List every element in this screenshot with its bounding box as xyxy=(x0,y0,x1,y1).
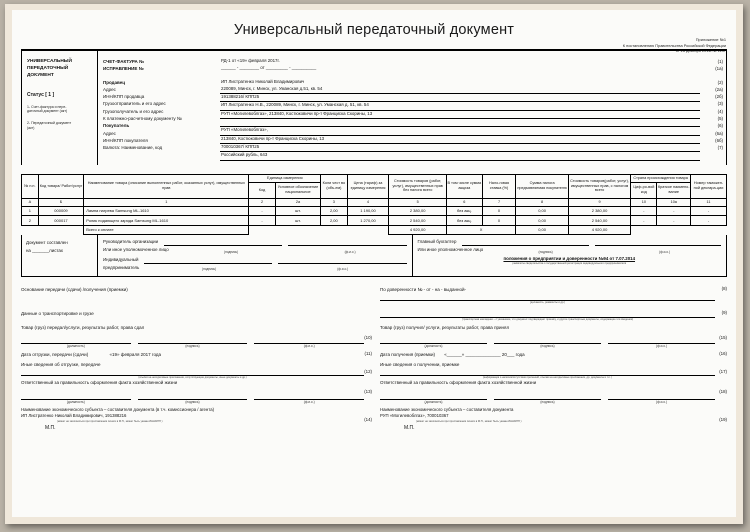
entity-left-label: Наименование экономического субъекта – составителя документа (в т.ч. комиссионера / агента) xyxy=(21,406,215,412)
resp-right-sign-caption: (подпись) xyxy=(540,399,555,404)
received-post-caption: (должность) xyxy=(424,343,443,348)
received-sign-caption: (подпись) xyxy=(540,343,555,348)
row-other-info xyxy=(21,361,727,379)
ref-consignee: (4) xyxy=(717,108,723,114)
accountant-signature-cell xyxy=(413,235,727,276)
label-payment-doc: К платежно-расчетному документу № xyxy=(103,115,182,121)
ref-address: (2а) xyxy=(715,86,723,92)
idx-1: Б xyxy=(38,198,83,206)
cell-tax-rate: 0 xyxy=(482,206,516,216)
handed-fio-caption: (ф.и.о.) xyxy=(303,343,315,348)
other-info-right-label: Иные сведения о получении, приемке xyxy=(380,362,460,368)
ref-18: (18) xyxy=(719,389,727,395)
total-cost-no-tax: 4 920,00 xyxy=(389,225,446,235)
value-buyer[interactable]: РУП «Могилевоблгаз», xyxy=(221,127,268,133)
caption-fio-1: (ф.и.о.) xyxy=(344,249,356,254)
individual-label-1: Индивидуальный xyxy=(103,257,139,263)
proxy-block xyxy=(374,286,727,304)
handed-sign-caption: (подпись) xyxy=(185,343,200,348)
idx-13: 10а xyxy=(657,198,691,206)
cell-tax-sum: 0,00 xyxy=(516,216,569,226)
caption-sign-2: (подпись) xyxy=(202,267,217,272)
label-currency: Валюта: Наименование, код xyxy=(103,145,163,151)
caption-fio-3: (ф.и.о.) xyxy=(659,249,671,254)
ref-inn-buyer: (6б) xyxy=(715,137,723,143)
value-buyer-address[interactable]: 213840, Костюковичи пр-т Франциска Скорины, 13 xyxy=(221,135,325,141)
total-label: Всего к оплате xyxy=(84,225,249,235)
document-frame xyxy=(5,4,743,524)
resp-left-post-line[interactable] xyxy=(21,393,131,400)
cell-qty: 2,00 xyxy=(321,206,347,216)
ref-8: (8) xyxy=(721,286,727,292)
cell-customs: - xyxy=(691,216,727,226)
ref-16: (16) xyxy=(719,350,727,356)
cell-cost-no-tax: 2 540,00 xyxy=(389,216,446,226)
value-consignor[interactable]: ИП Листратенко Н.В., 220089, Минск, г. Минск, ул. Уманская д. 51, кв. 54 xyxy=(221,102,369,108)
idx-6: 4 xyxy=(347,198,389,206)
row-dates xyxy=(21,351,727,358)
cell-excise: без акц. xyxy=(446,206,482,216)
other-info-right-block xyxy=(374,361,727,379)
label-address: Адрес xyxy=(103,86,116,92)
entity-left-caption: (может не заполняться при проставлении печати в М.П., может быть указан ИНН/КПП ) xyxy=(57,420,163,424)
idx-7: 5 xyxy=(389,198,446,206)
cell-code: 000009 xyxy=(38,206,83,216)
received-fio-caption: (ф.и.о.) xyxy=(656,343,667,348)
ref-buyer: (6) xyxy=(717,123,723,129)
goods-handed-label: Товар (груз) передал/услуги, результаты работ, права сдал xyxy=(21,324,145,330)
lower-sections xyxy=(21,286,727,431)
idx-0: А xyxy=(22,198,39,206)
cell-code: 000017 xyxy=(38,216,83,226)
compiled-line-2: на _______листах xyxy=(26,247,63,253)
th-excise: В том числе сумма акциза xyxy=(446,174,482,198)
page-title: Универсальный передаточный документ xyxy=(233,22,515,38)
resp-right-post-line[interactable] xyxy=(380,393,487,400)
ref-correction: (1а) xyxy=(715,66,723,72)
status-column xyxy=(22,51,98,165)
annex-line-1: Приложение №1 xyxy=(695,37,726,42)
other-info-right-caption: (информация о наличии/отсутствии претензий, ссылки на неотделимые приложения, др. документы и т.п. ) xyxy=(482,376,613,380)
cell-origin-code: - xyxy=(631,216,657,226)
th-tax-rate: Нало-говая ставка (%) xyxy=(482,174,516,198)
th-customs: Номер таможен-ной деклара-ции xyxy=(691,174,727,198)
idx-2: 1 xyxy=(84,198,249,206)
head-org-fio-line[interactable] xyxy=(288,239,406,246)
label-buyer-address: Адрес xyxy=(103,130,116,136)
th-origin-name: Краткое наимено-вание xyxy=(657,182,691,198)
caption-sign-3: (подпись) xyxy=(538,249,553,254)
th-code: Код товара/ Работ/услуг xyxy=(38,174,83,198)
ref-currency: (7) xyxy=(717,145,723,151)
transport-line[interactable] xyxy=(380,310,715,318)
transport-caption: (транспортная накладная – с указанием, что документ подтверждает приемку, и другие транспортные документы, содержащие эти сведения) xyxy=(461,317,634,321)
ref-inn-seller: (2б) xyxy=(715,94,723,100)
th-unit-group: Единица измерения xyxy=(249,174,321,182)
resp-right-post-caption: (должность) xyxy=(424,399,443,404)
ref-11: (11) xyxy=(364,350,372,356)
label-invoice: СЧЕТ-ФАКТУРА № xyxy=(103,59,145,64)
responsible-left-block xyxy=(21,379,374,403)
received-fio-line[interactable] xyxy=(608,337,715,344)
th-tax-sum: Сумма налога предъявляемая покупателю xyxy=(516,174,569,198)
status-note-2a: 2- Передаточный документ xyxy=(27,121,72,126)
resp-right-fio-caption: (ф.и.о.) xyxy=(656,399,667,404)
table-index-row xyxy=(22,198,727,206)
value-seller[interactable]: ИП Листратенко Николай Владимирович xyxy=(221,78,305,84)
ref-buyer-address: (6а) xyxy=(715,130,723,136)
cell-excise: без акц. xyxy=(446,216,482,226)
other-info-left-block xyxy=(21,361,374,379)
label-consignor: Грузоотправитель и его адрес xyxy=(103,101,166,107)
handed-post-caption: (должность) xyxy=(66,343,85,348)
label-inn-buyer: ИНН/КПП покупателя xyxy=(103,137,148,143)
idx-14: 11 xyxy=(691,198,727,206)
label-seller: Продавец xyxy=(103,79,126,85)
receive-date-label: Дата получения (приемки) xyxy=(380,351,435,357)
status-note-2 xyxy=(27,121,93,131)
th-qty: Коли чест во (объ-ем) xyxy=(321,174,347,198)
table-row[interactable] xyxy=(22,216,727,226)
th-unit-symbol: Условное обозначение национальное xyxy=(275,182,321,198)
transport-data-label: Данные о транспортировке и грузе xyxy=(21,310,94,316)
resp-right-sign-line[interactable] xyxy=(494,393,601,400)
th-origin-code: Циф-ро-вой код xyxy=(631,182,657,198)
status-note-2b: (акт) xyxy=(27,126,35,131)
handed-fio-line[interactable] xyxy=(254,337,364,344)
goods-handed-block xyxy=(21,324,374,348)
responsible-right-block xyxy=(374,379,727,403)
idx-12: 10 xyxy=(631,198,657,206)
ship-date-label: Дата отгрузки, передачи (сдачи) xyxy=(21,351,89,357)
head-org-sign-line[interactable] xyxy=(164,239,282,246)
cell-tax-rate: 0 xyxy=(482,216,516,226)
ref-14: (14) xyxy=(364,416,372,422)
total-excise: X xyxy=(446,225,515,235)
cell-unit-symbol: шт. xyxy=(275,206,321,216)
transport-data-block xyxy=(21,310,374,321)
idx-3: 2 xyxy=(249,198,275,206)
th-cost-no-tax: Стоимость товаров (работ, услуг), имущественных прав без налога всего xyxy=(389,174,446,198)
head-org-label-2: Или иное уполномоченное лицо xyxy=(103,247,169,253)
cell-no: 1 xyxy=(22,206,39,216)
compiled-line-1: Документ составлен xyxy=(26,240,68,246)
basis-transfer-block xyxy=(21,286,374,304)
goods-received-label: Товар (груз) получил/ услуги, результаты работ, права принял xyxy=(380,324,510,330)
responsible-left-label: Ответственный за правильность оформления факта хозяйственной жизни xyxy=(21,380,178,386)
th-no: № п.п. xyxy=(22,174,39,198)
status-note-1a: 1- Счет-фактура и пере- xyxy=(27,104,67,109)
ref-10: (10) xyxy=(364,334,372,340)
entity-right-value[interactable]: РУП «Могилевоблгаз», 700010367 xyxy=(380,413,449,419)
header-refs-column xyxy=(700,51,726,165)
status-note-1b: даточный документ (акт) xyxy=(27,109,68,114)
cell-cost-with-tax: 2 380,00 xyxy=(568,206,630,216)
ref-17: (17) xyxy=(719,369,727,375)
idx-4: 2а xyxy=(275,198,321,206)
status-note-1 xyxy=(27,105,93,115)
idx-10: 8 xyxy=(516,198,569,206)
row-entity xyxy=(21,407,727,432)
row-transport xyxy=(21,310,727,321)
transport-line-block xyxy=(374,310,727,321)
total-cost-with-tax: 4 920,00 xyxy=(568,225,630,235)
basis-of-authority: положения о предприятии и доверенности №94 от 7.07.2014 xyxy=(503,255,636,261)
ref-12: (12) xyxy=(364,369,372,375)
cell-unit-code: - xyxy=(249,206,275,216)
label-inn-seller: ИНН/КПП продавца xyxy=(103,94,145,100)
handed-post-line[interactable] xyxy=(21,337,131,344)
proxy-caption: (должность, реквизиты и др.) xyxy=(529,301,566,305)
document-page xyxy=(12,10,736,517)
value-address[interactable]: 220089, Минск, г. Минск, ул. Уманская д.51, кв. 54 xyxy=(221,85,323,91)
cell-origin-name: - xyxy=(657,216,691,226)
caption-fio-2: (ф.и.о.) xyxy=(337,267,349,272)
ref-13: (13) xyxy=(364,389,372,395)
row-responsible xyxy=(21,379,727,403)
head-org-label: Руководитель организации xyxy=(103,239,159,245)
cell-qty: 2,00 xyxy=(321,216,347,226)
cell-cost-no-tax: 2 380,00 xyxy=(389,206,446,216)
table-total-row xyxy=(22,225,727,235)
cell-tax-sum: 0,00 xyxy=(516,206,569,216)
handed-sign-line[interactable] xyxy=(138,337,248,344)
individual-sign-line[interactable] xyxy=(144,257,272,264)
cell-origin-name: - xyxy=(657,206,691,216)
cell-price: 1 270,00 xyxy=(347,216,389,226)
resp-left-sign-caption: (подпись) xyxy=(185,399,200,404)
table-row[interactable] xyxy=(22,206,727,216)
ref-invoice: (1) xyxy=(717,59,723,64)
ship-date-value[interactable]: «19» февраля 2017 года xyxy=(109,351,161,357)
cell-price: 1 190,00 xyxy=(347,206,389,216)
entity-right-block xyxy=(374,407,727,432)
ref-19: (19) xyxy=(719,416,727,422)
resp-left-sign-line[interactable] xyxy=(138,393,248,400)
other-info-left-caption: (ссылки на неотделимые приложения, сопутствующие документы, иные документы и др.) xyxy=(138,376,247,380)
status-badge: Статус [ 1 ] xyxy=(27,91,55,98)
accountant-fio-line[interactable] xyxy=(595,239,721,246)
proxy-value[interactable]: По доверенности № - от - на - выданной- xyxy=(380,287,467,293)
table-header-row-1 xyxy=(22,174,727,182)
ref-9: (9) xyxy=(721,309,727,315)
value-currency[interactable]: Российский рубль, 643 xyxy=(221,152,268,158)
goods-table xyxy=(21,174,727,236)
goods-received-block xyxy=(374,324,727,348)
th-unit-code: Код xyxy=(249,182,275,198)
idx-5: 3 xyxy=(321,198,347,206)
header-section xyxy=(21,49,727,165)
cell-cost-with-tax: 2 540,00 xyxy=(568,216,630,226)
receive-date-value[interactable]: «______» ______________ 20___ года xyxy=(444,351,525,357)
total-tax-sum: 0,00 xyxy=(516,225,569,235)
cell-origin-code: - xyxy=(631,206,657,216)
label-correction: ИСПРАВЛЕНИЕ № xyxy=(103,66,144,72)
label-consignee: Грузополучатель и его адрес xyxy=(103,108,164,114)
idx-8: 6 xyxy=(446,198,482,206)
responsible-right-label: Ответственный за правильность оформления факта хозяйственной жизни xyxy=(380,380,537,386)
basis-transfer-label: Основание передачи (сдачи) /получения (приемки) xyxy=(21,287,128,293)
idx-11: 9 xyxy=(568,198,630,206)
ref-payment-doc: (5) xyxy=(717,116,723,122)
idx-9: 7 xyxy=(482,198,516,206)
value-inn-buyer[interactable]: 700010367/ КПП25 xyxy=(221,143,260,149)
individual-fio-line[interactable] xyxy=(278,257,406,264)
header-labels-column xyxy=(98,51,216,165)
resp-left-fio-caption: (ф.и.о.) xyxy=(303,399,315,404)
accountant-sign-line[interactable] xyxy=(462,239,588,246)
entity-right-label: Наименование экономического субъекта – составителя документа xyxy=(380,406,514,412)
accountant-label: Главный бухгалтер xyxy=(417,239,457,245)
upd-heading-line2: ПЕРЕДАТОЧНЫЙ xyxy=(27,66,69,72)
upd-heading-line3: ДОКУМЕНТ xyxy=(27,73,54,79)
received-post-line[interactable] xyxy=(380,337,487,344)
resp-right-fio-line[interactable] xyxy=(608,393,715,400)
received-sign-line[interactable] xyxy=(494,337,601,344)
cell-unit-symbol: шт. xyxy=(275,216,321,226)
annex-line-3: от 26 декабря 2011г.№ 1137 xyxy=(675,48,726,54)
compiled-on-cell xyxy=(22,235,98,276)
value-inn-seller[interactable]: 191388216/ КПП25 xyxy=(221,94,260,100)
ship-date-block xyxy=(21,351,374,358)
stamp-place-right: М.П. xyxy=(404,425,415,432)
head-signature-cell xyxy=(98,235,413,276)
receive-date-block xyxy=(374,351,727,358)
cell-no: 2 xyxy=(22,216,39,226)
accountant-label-2: Или иное уполномоченное лицо xyxy=(417,247,484,253)
signature-block xyxy=(21,235,727,277)
other-info-left-label: Иные сведения об отгрузке, передаче xyxy=(21,362,101,368)
entity-left-block xyxy=(21,407,374,432)
ref-15: (15) xyxy=(719,334,727,340)
value-consignee[interactable]: РУП «Могилевоблгаз», 213840, Костюковичи пр-т Франциска Скорины, 13 xyxy=(221,110,373,116)
th-price: Цена (тариф) за единицу измерения xyxy=(347,174,389,198)
cell-name: Лампа нагрева Samsung ML-1610 xyxy=(84,206,249,216)
th-name: Наименование товара (описание выполненных работ, оказанных услуг), имущественных прав xyxy=(84,174,249,198)
caption-sign-1: (подпись) xyxy=(224,249,239,254)
stamp-place-left: М.П. xyxy=(45,425,56,432)
annex-line-2: К постановлению Правительства Российской Федерации xyxy=(622,42,726,48)
value-correction[interactable]: ______ - ________ от _________ - __________ xyxy=(221,65,317,71)
cell-unit-code: - xyxy=(249,216,275,226)
resp-left-post-caption: (должность) xyxy=(66,399,85,404)
ref-consignor: (3) xyxy=(717,101,723,107)
entity-left-value[interactable]: ИП Листратенко Николай Владимирович, 191388216 xyxy=(21,413,127,419)
header-values-column xyxy=(216,51,700,165)
label-buyer: Покупатель xyxy=(103,123,130,129)
entity-right-caption: (может не заполняться при проставлении печати в М.П., может быть указан ИНН/КПП ) xyxy=(416,420,522,424)
individual-label-2: предприниматель xyxy=(103,264,140,270)
cell-customs: - xyxy=(691,206,727,216)
th-cost-with-tax: Стоимость товаров(работ, услуг), имущественных прав, с налогом всего xyxy=(568,174,630,198)
cell-name: Ролик подающего заряда Samsung ML-1610 xyxy=(84,216,249,226)
ref-seller: (2) xyxy=(717,79,723,85)
row-basis-proxy xyxy=(21,286,727,304)
value-invoice[interactable]: РД-1 от «19» февраля 2017г. xyxy=(221,58,280,63)
row-handed-received xyxy=(21,324,727,348)
basis-caption: реквизиты свидетельства о государственной регистрации индивидуального предпринимателя xyxy=(512,261,627,265)
th-origin-group: Страна происхождения товара xyxy=(631,174,691,182)
upd-heading-line1: УНИВЕРСАЛЬНЫЙ xyxy=(27,59,72,64)
resp-left-fio-line[interactable] xyxy=(254,393,364,400)
